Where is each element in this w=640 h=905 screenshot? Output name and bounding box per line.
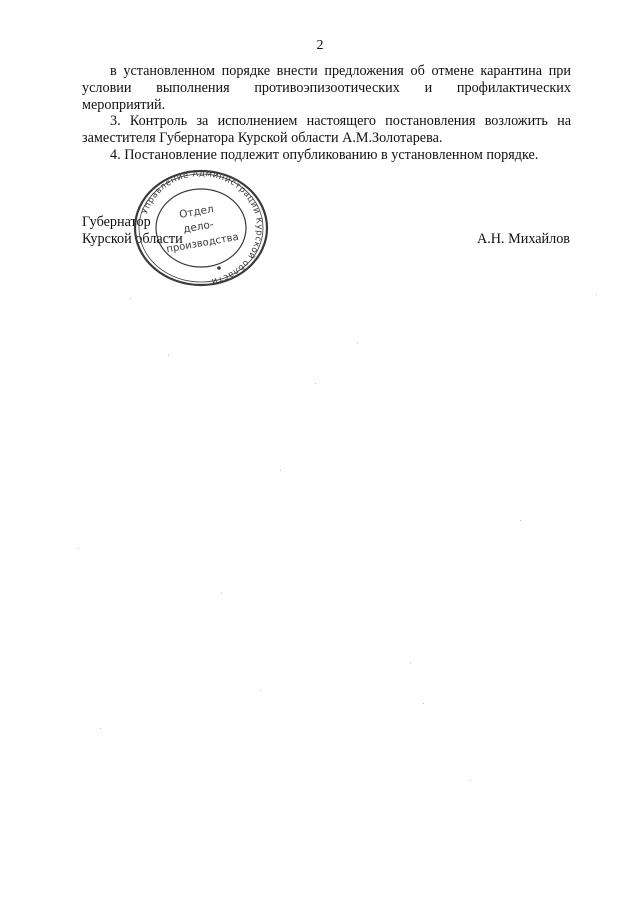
official-seal-stamp	[131, 168, 271, 288]
signatory-name: А.Н. Михайлов	[476, 231, 570, 247]
signatory-region: Курской области	[82, 231, 183, 247]
paragraph-publication: 4. Постановление подлежит опубликованию в установленном порядке.	[110, 146, 539, 163]
seal-inner-line2: дело-	[182, 218, 215, 236]
seal-outer-text: Управление Администрации Курской области	[140, 168, 265, 287]
seal-inner-line1: Отдел	[178, 203, 215, 221]
page-number: 2	[316, 38, 324, 53]
seal-inner-line3: производства	[165, 231, 240, 256]
document-body	[82, 63, 571, 164]
paragraph-continuation: в установленном порядке внести предложения об отмене карантина при условии выполнения противоэпизоотических и профилактических мероприятий.	[82, 63, 571, 113]
signatory-title: Губернатор	[82, 214, 151, 230]
paragraph-control: 3. Контроль за исполнением настоящего постановления возложить на заместителя Губернатора Курской области А.М.Золотарева.	[82, 113, 571, 147]
